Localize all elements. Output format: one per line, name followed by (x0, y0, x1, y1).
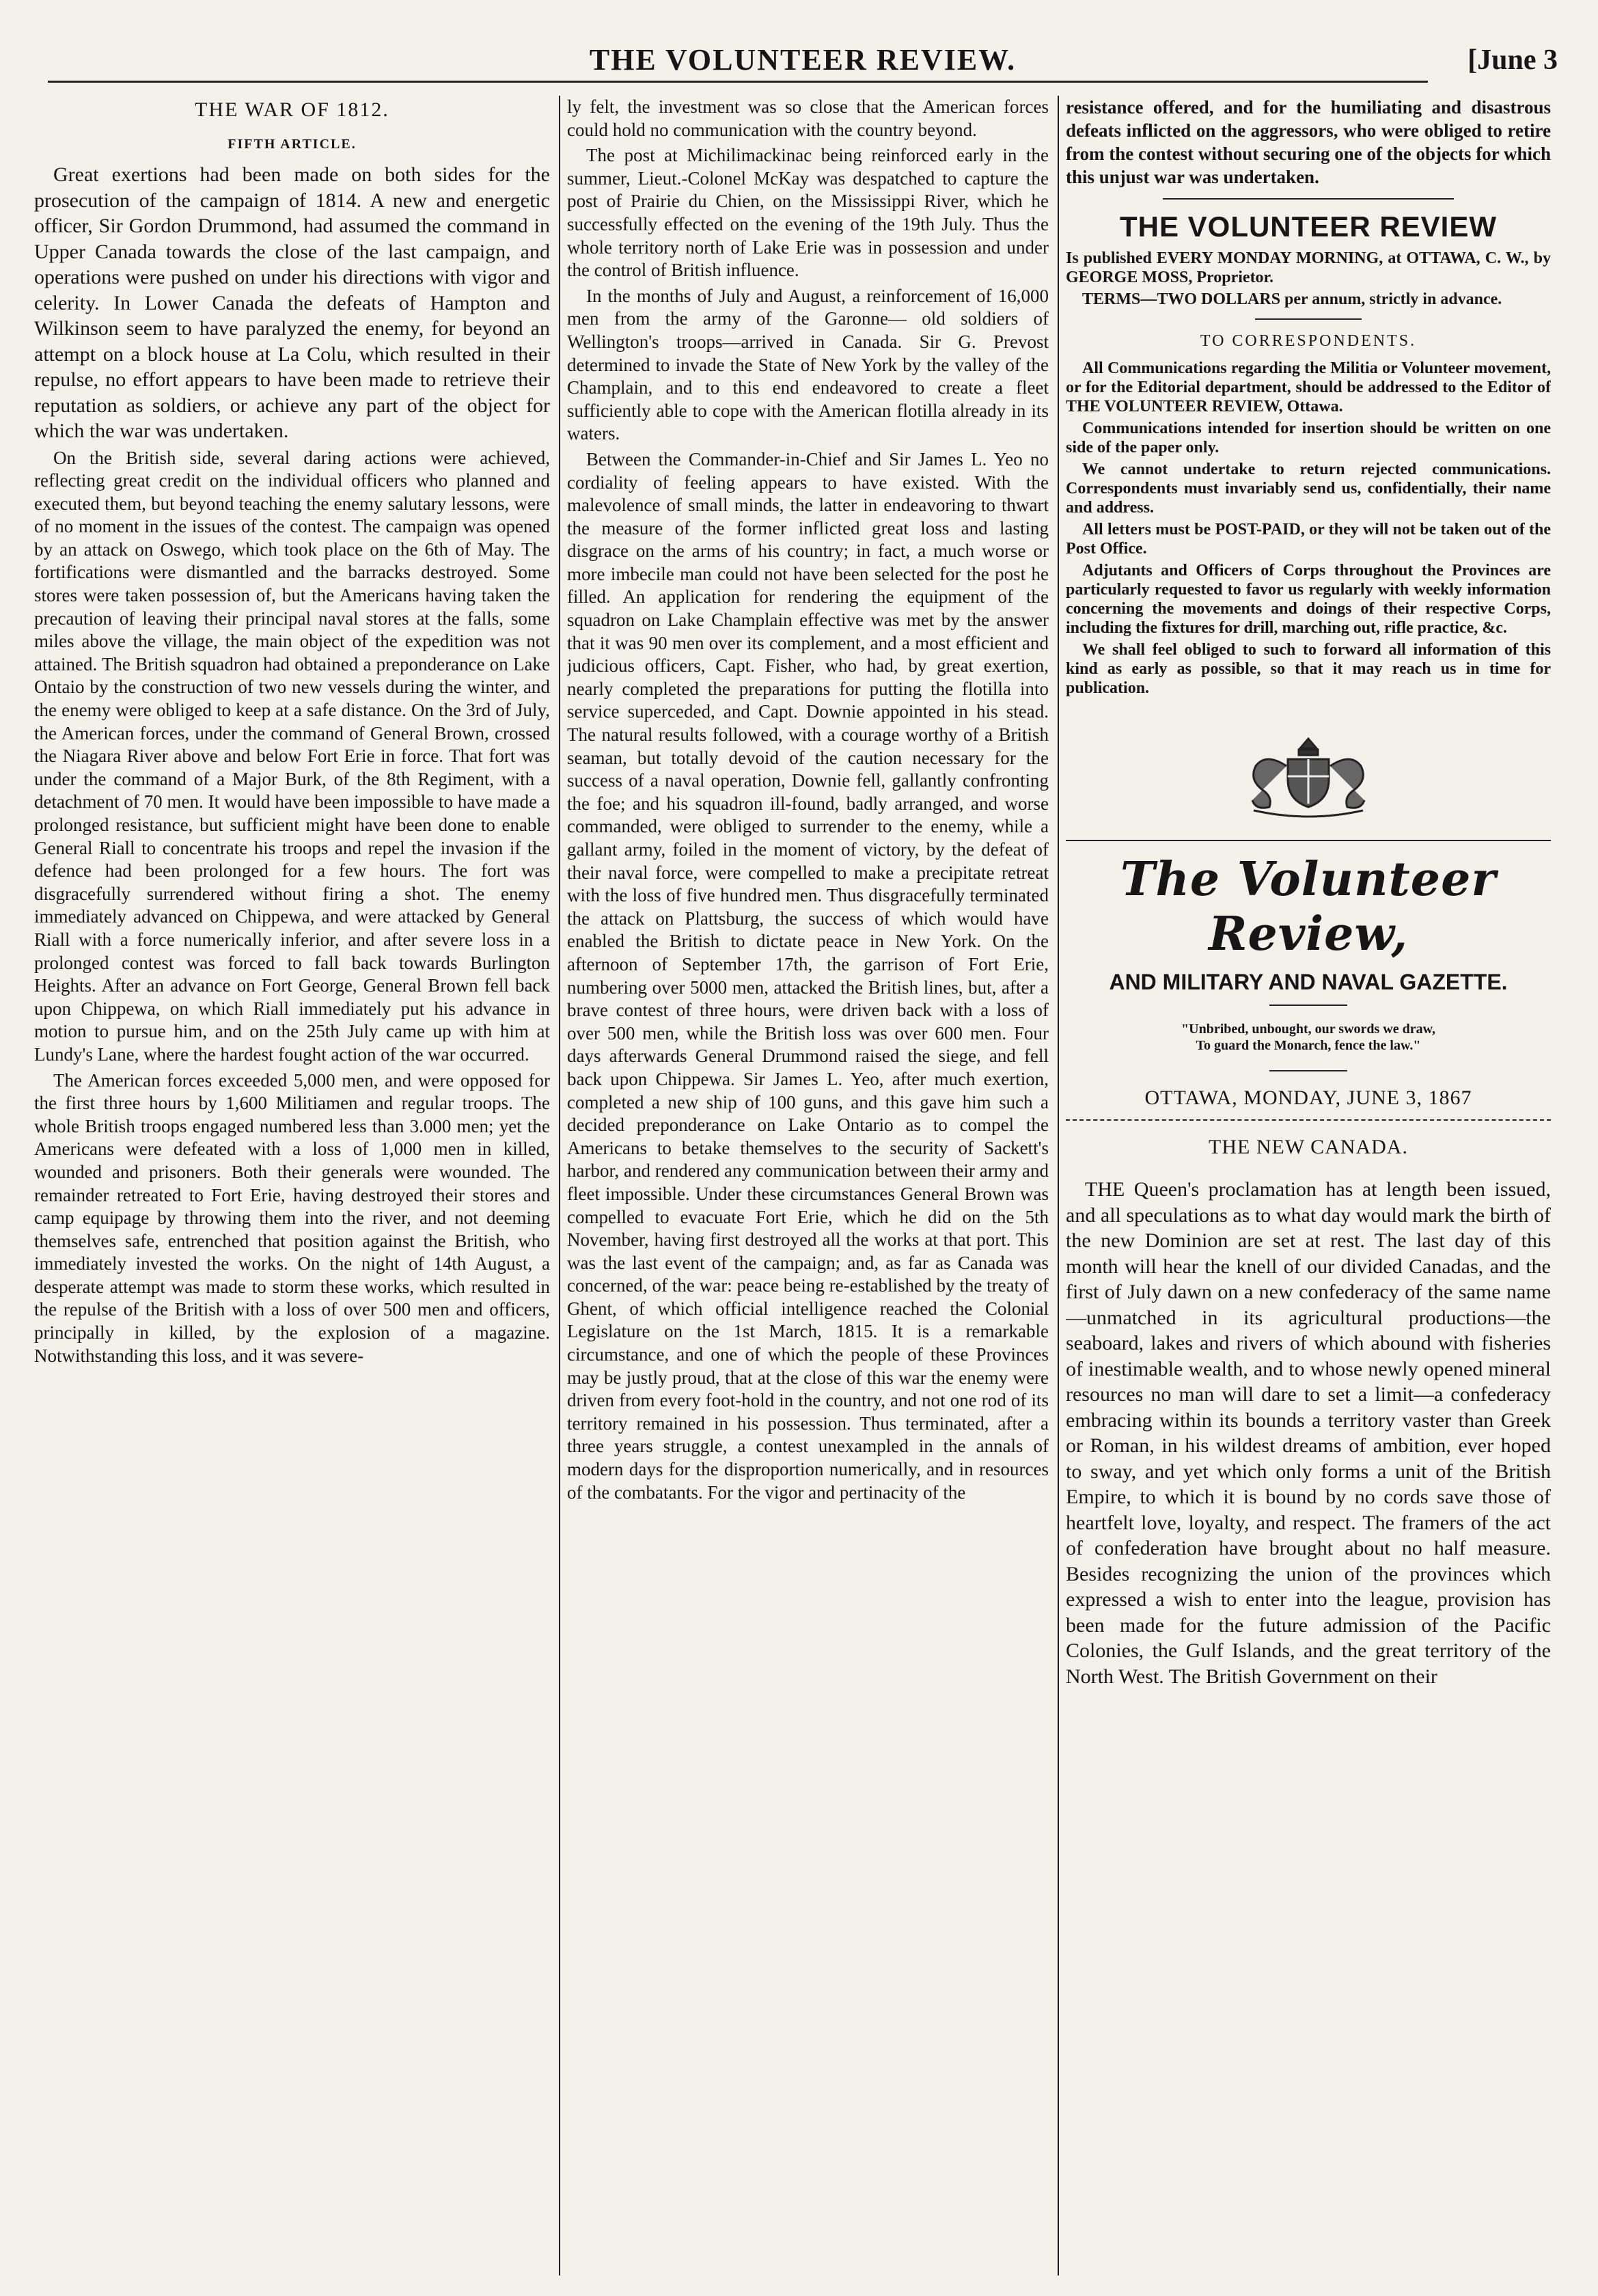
publisher-box-title: THE VOLUNTEER REVIEW (1119, 210, 1498, 243)
correspondents-paragraph: All letters must be POST-PAID, or they will not be taken out of the Post Office. (1066, 521, 1551, 558)
article-paragraph: Great exertions had been made on both sides for the prosecution of the campaign of 1814. A new and energetic officer, Sir Gordon Drummond, had assumed the command in Upper Canada towards the close of the last campaign, and operations were pushed on under his directions with vigor and celerity. In Lower Canada the defeats of Hampton and Wilkinson seem to have paralyzed the enemy, for beyond an attempt on a block house at La Colu, which resulted in their repulse, no effort appears to have been made to retrieve their reputation as soldiers, or achieve any part of the object for which the war was undertaken. (34, 163, 550, 442)
divider (1163, 198, 1454, 200)
divider (1066, 1119, 1551, 1121)
correspondents-paragraph: All Communications regarding the Militia or Volunteer movement, or for the Editorial department, should be addressed to the Editor of THE VOLUNTEER REVIEW, Ottawa. (1066, 359, 1551, 415)
masthead-dateline: OTTAWA, MONDAY, JUNE 3, 1867 (1144, 1086, 1472, 1109)
running-header (48, 42, 1558, 83)
column-2 (567, 96, 1049, 2282)
column-divider (559, 96, 560, 2276)
article-paragraph: ly felt, the investment was so close that the American forces could hold no communication with the country beyond. (567, 96, 1049, 140)
article-closing-paragraph: resistance offered, and for the humiliating and disastrous defeats inflicted on the aggressors, who were obliged to retire from the contest without securing one of the objects for which this unjust war was undertaken. (1066, 97, 1551, 187)
correspondents-paragraph: We cannot undertake to return rejected communications. Correspondents must invariably send us, confidentially, their name and address. (1066, 461, 1551, 517)
correspondents-paragraph: Adjutants and Officers of Corps throughout the Provinces are particularly requested to favor us regularly with weekly information concerning the movements and doings of their respective Corps, including the fixtures for drill, marching out, rifle practice, &c. (1066, 562, 1551, 637)
lead-article-paragraph: THE Queen's proclamation has at length been issued, and all speculations as to what day would mark the birth of the new Dominion are set at rest. The last day of this month will hear the knell of our divided Canadas, and the first of July dawn on a new confederacy of the same name—unmatched in its agricultural productions—the seaboard, lakes and rivers of which abound with fisheries of inestimable wealth, and to whose newly opened mineral resources no man will dare to set a limit—a confederacy embracing within its bounds a territory vaster than Greek or Roman, in his wildest dreams of ambition, ever hoped to sway, and yet which only forms a unit of the British Empire, to which it is bound by no cords save those of heartfelt love, loyalty, and respect. The framers of the act of confederation have brought about no half measure. Besides recognizing the union of the provinces which expressed a wish to enter into the league, provision has been made for the future admission of the Pacific Colonies, the Gulf Islands, and the great territory of the North West. The British Government on their (1066, 1178, 1551, 1688)
article-paragraph: On the British side, several daring actions were achieved, reflecting great credit on the individual officers who planned and executed them, but beyond teaching the enemy salutary lessons, were of no moment in the issues of the contest. The campaign was opened by an attack on Oswego, which took place on the 6th of May. The fortifications were dismantled and the barracks destroyed. Some stores were taken possession of, but the Americans having taken the precaution of leaving their principal naval stores at the falls, some miles above the village, the main object of the expedition was not attained. The British squadron had obtained a preponderance on Lake Ontaio by the construction of two new vessels during the winter, and the enemy were obliged to keep at a safe distance. On the 3rd of July, the American forces, under the command of General Brown, crossed the Niagara River above and below Fort Erie in force. That fort was under the command of a Major Burk, of the 8th Regiment, with a detachment of 70 men. It would have been impossible to have made a prolonged resistance, but sufficient might have been done to enable General Riall to concentrate his troops and repel the invasion if the defence had been prolonged for a few hours. The fort was disgracefully surrendered without firing a shot. The enemy immediately advanced on Chippewa, and were attacked by General Riall with a force numerically inferior, and after severe loss in a prolonged contest was forced to fall back towards Burlington Heights. After an advance on Fort George, General Brown fell back upon Chippewa, on which Riall immediately put his advance in motion to pursue him, and on the 25th July came up with him at Lundy's Lane, where the hardest fought action of the war occurred. (34, 447, 550, 1065)
divider (1269, 1070, 1347, 1071)
newspaper-header-title: THE VOLUNTEER REVIEW. (589, 43, 1017, 77)
correspondents-title: TO CORRESPONDENTS. (1200, 332, 1417, 350)
lead-article-title: THE NEW CANADA. (1209, 1136, 1408, 1158)
article-subtitle: FIFTH ARTICLE. (228, 137, 357, 152)
article-paragraph: Between the Commander-in-Chief and Sir James L. Yeo no cordiality of feeling appears to have existed. With the malevolence of small minds, the latter in endeavoring to thwart the measure of the former inflicted great loss and lasting disgrace on the arms of his country; in fact, a much worse or more imbecile man could not have been selected for the post he filled. An application for rendering the equipment of the squadron on Lake Champlain effective was met by the answer that it was 90 men over its complement, and a most efficient and judicious officers, Capt. Fisher, who had, by great exertion, nearly completed the preparations for putting the flotilla into service superceded, and Capt. Downie appointed in his stead. The natural results followed, with a courage worthy of a British seaman, but totally devoid of the caution necessary for the success of a naval operation, Downie fell, gallantly confronting the foe; and his squadron ill-found, badly arranged, and worse commanded, were obliged to surrender to the enemy, while a gallant army, foiled in the moment of victory, by the defeat of their naval force, were compelled to make a precipitate retreat with the loss of five hundred men. Thus disgracefully terminated the attack on Plattsburg, the success of which would have enabled the British to dictate peace in New York. On the afternoon of September 17th, the garrison of Fort Erie, numbering over 5000 men, attacked the British lines, but, after a brave contest of three hours, were driven back with a loss of over 500 men, while the British loss was over 600 men. Four days afterwards General Drummond raised the siege, and fell back upon Chippewa. Sir James L. Yeo, after much exertion, completed a new ship of 100 guns, and this gave him such a decided preponderance on Lake Ontario as to compel the Americans to betake themselves to the security of Sackett's harbor, and rendered any communication between their army and fleet impossible. Under these circumstances General Brown was compelled to evacuate Fort Erie, which he did on the 5th November, having first destroyed all the works at that port. This was the last event of the campaign; and, as far as Canada was concerned, of the war: peace being re-established by the treaty of Ghent, of which official intelligence reached the Colonial Legislature on the 1st March, 1815. It is a remarkable circumstance, and one of which the people of these Provinces may be justly proud, that at the close of this war the enemy were driven from every foot-hold in the country, and not one rod of its territory remained in his possession. Thus terminated, after a three years struggle, a contest unexampled in the annals of modern days for the disproportion numerically, and in resources of the combatants. For the vigor and pertinacity of the (567, 448, 1049, 1503)
header-date: [June 3 (1468, 44, 1558, 76)
divider (1269, 1004, 1347, 1006)
masthead-title: The Volunteer Review, (1120, 852, 1497, 961)
header-rule (48, 81, 1428, 83)
correspondents-paragraph: We shall feel obliged to such to forward all information of this kind as early as possible, so that it may reach us in time for publication. (1066, 641, 1551, 697)
column-1 (34, 96, 550, 2282)
column-divider (1058, 96, 1059, 2276)
masthead-subtitle: AND MILITARY AND NAVAL GAZETTE. (1109, 970, 1508, 994)
masthead-motto: "Unbribed, unbought, our swords we draw, To guard the Monarch, fence the law." (1181, 1022, 1435, 1053)
royal-crest-icon (1206, 725, 1411, 821)
article-paragraph: The American forces exceeded 5,000 men, and were opposed for the first three hours by 1,600 Militiamen and regular troops. The whole British troops engaged numbered less than 3.000 men; yet the Americans were defeated with a loss of 1,000 men in killed, wounded and prisoners. Both their generals were wounded. The remainder retreated to Fort Erie, having destroyed their stores and camp equipage by throwing them into the river, and not deeming themselves safe, entrenched that position against the British, who immediately invested the works. On the night of 14th August, a desperate attempt was made to storm these works, which resulted in the repulse of the British with a loss of over 500 men and officers, principally in killed, by the explosion of a magazine. Notwithstanding this loss, and it was severe- (34, 1069, 550, 1366)
publisher-info: Is published EVERY MONDAY MORNING, at OTTAWA, C. W., by GEORGE MOSS, Proprietor. (1066, 249, 1551, 286)
article-paragraph: In the months of July and August, a reinforcement of 16,000 men from the army of the Garonne— old soldiers of Wellington's troops—arrived in Canada. Sir G. Prevost determined to invade the State of New York by the valley of the Champlain, and to this end endeavored to create a fleet sufficiently able to cope with the American flotilla already in its waters. (567, 285, 1049, 444)
masthead-rule (1066, 840, 1551, 841)
article-paragraph: The post at Michilimackinac being reinforced early in the summer, Lieut.-Colonel McKay was despatched to capture the post of Prairie du Chien, on the Mississippi River, which he successfully effected on the evening of the 19th July. Thus the whole territory north of Lake Erie was in possession and under the control of British influence. (567, 145, 1049, 281)
publisher-terms: TERMS—TWO DOLLARS per annum, strictly in advance. (1082, 290, 1502, 308)
article-title: THE WAR OF 1812. (195, 98, 389, 121)
divider (1255, 318, 1362, 320)
correspondents-paragraph: Communications intended for insertion should be written on one side of the paper only. (1066, 420, 1551, 456)
column-3 (1066, 96, 1551, 2282)
